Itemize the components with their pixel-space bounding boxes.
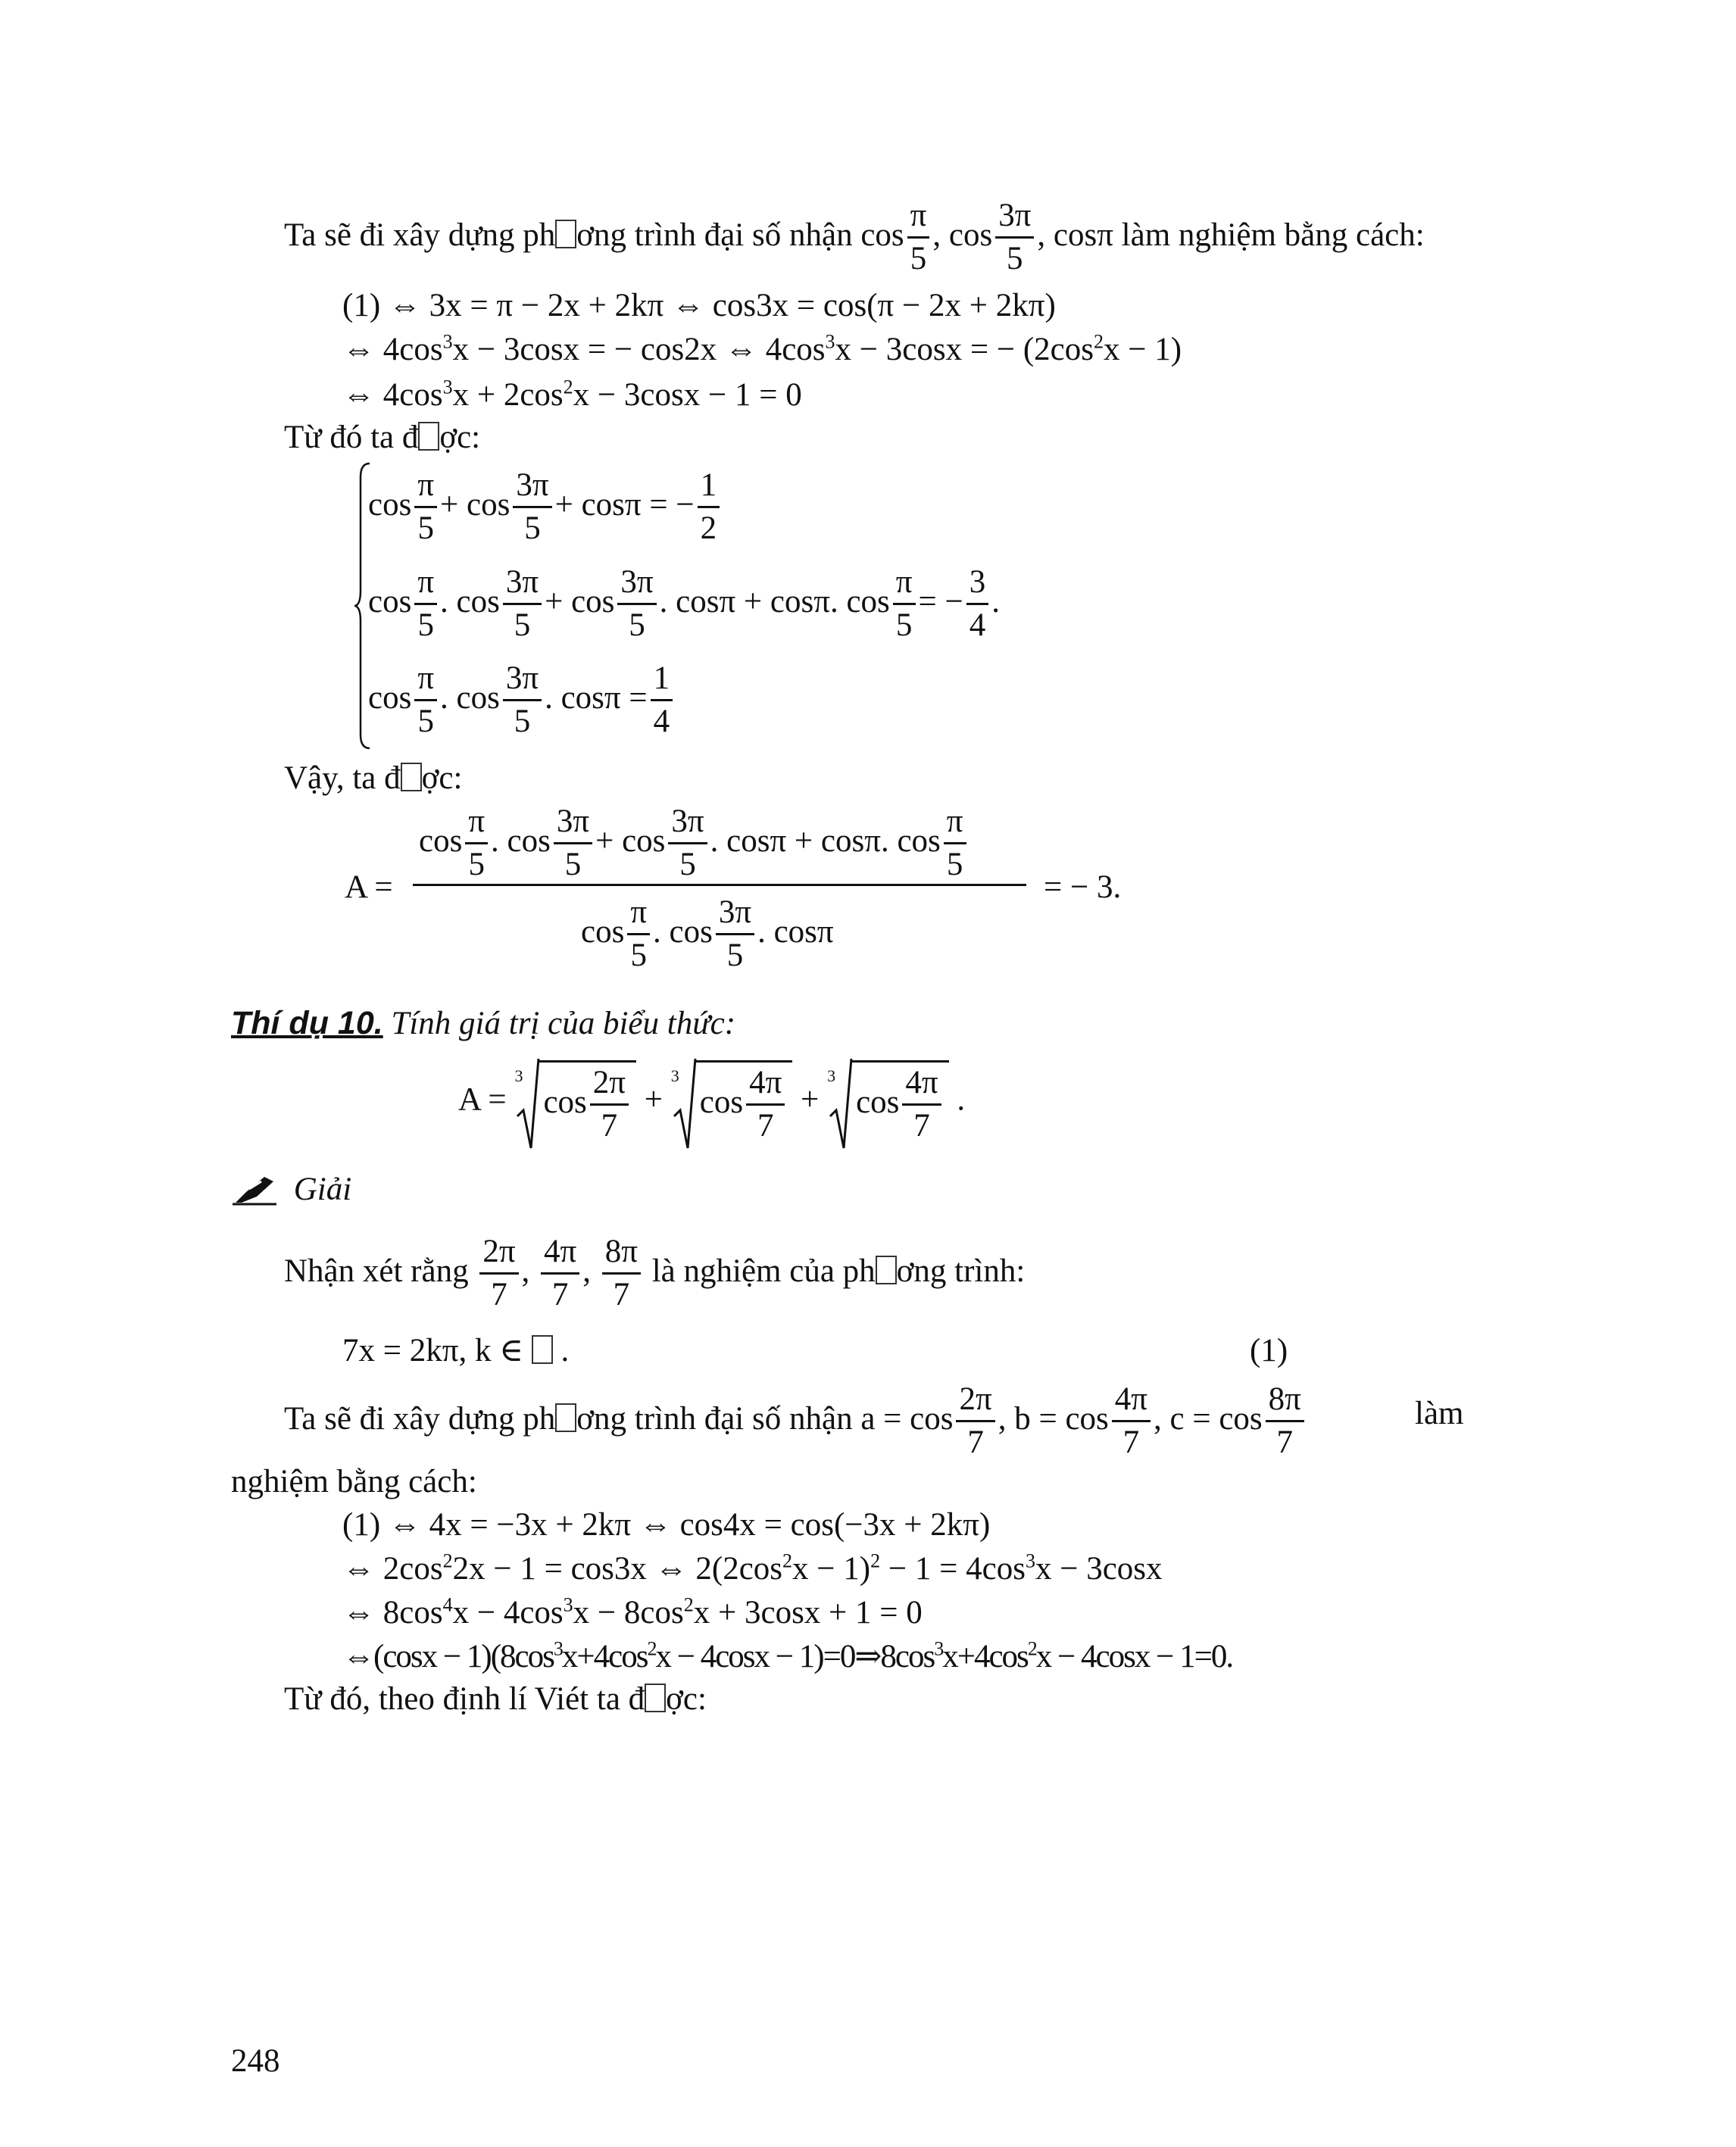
intro-sep: , cos — [932, 217, 993, 253]
example-expression: A = 3 cos $\frac{2\pi}{7}$ + 3 cos $\frac{4\pi}{7}$ + 3 cos $\frac{4\pi}{7}$ . — [458, 1060, 965, 1144]
derivation1-line2: ⇔ $4\cos^3x - 3\cos x$ = − cos2x ⇔ $4\cos^3x - 3\cos x$ = − $(2\cos^2x - 1)$ — [342, 330, 1182, 367]
build-line2: nghiệm bằng cách: — [231, 1464, 477, 1499]
missing-glyph-icon — [532, 1335, 553, 1364]
result-a-bar — [413, 884, 1026, 886]
derivation1-line1: (1) ⇔ 3x = π − 2x + 2kπ ⇔ cos3x = cos(π − 2x + 2kπ) — [342, 288, 1056, 323]
derivation2-line4: ⇔(cosx − $1)(8\cos^3x+4\cos^2x - 4\cos x$ − $1)=0\Rightarrow 8\cos^3x+4\cos^2x - 4\cos x - 1=0$. — [342, 1637, 1233, 1674]
system-row-2: cos $\frac{\pi}{5}$ . cos $\frac{3\pi}{5}$ + cos $\frac{3\pi}{5}$ . cosπ + cosπ. cos $\frac{\pi}{5}$ = − $\frac{3}{4}$ . — [368, 564, 1001, 644]
intro-text-3: , cosπ làm nghiệm bằng cách: — [1037, 217, 1425, 253]
solution-label: Giải — [293, 1172, 352, 1207]
missing-glyph-icon — [645, 1684, 666, 1712]
derivation1-line3: ⇔ $4\cos^3x + 2\cos^2x - 3\cos x - 1 = 0$ — [342, 376, 802, 413]
final-line: Từ đó, theo định lí Viét ta đ ợc: — [284, 1681, 707, 1717]
intro-text-1: Ta sẽ đi xây dựng ph — [284, 217, 556, 253]
missing-glyph-icon — [418, 422, 439, 451]
missing-glyph-icon — [401, 763, 422, 791]
remark-line: Nhận xét rằng $\frac{2\pi}{7}$ , $\frac{4\pi}{7}$ , $\frac{8\pi}{7}$ là nghiệm của ph ơng trình: — [284, 1234, 1026, 1313]
fraction-3pi-5: $\frac{3\pi}{5}$ — [995, 198, 1034, 277]
system-row-3: cos $\frac{\pi}{5}$ . cos $\frac{3\pi}{5}$ . cosπ = $\frac{1}{4}$ — [368, 661, 676, 740]
cube-root-2: 3 cos $\frac{4\pi}{7}$ — [671, 1060, 793, 1144]
result-a-numerator: cos $\frac{\pi}{5}$ . cos $\frac{3\pi}{5}$ + cos $\frac{3\pi}{5}$ . cosπ + cosπ. cos $\frac{\pi}{5}$ — [419, 804, 969, 883]
missing-glyph-icon — [555, 220, 576, 248]
intro-line — [284, 198, 1425, 277]
result-a-lhs: A = — [345, 869, 393, 905]
page-number: 248 — [231, 2043, 280, 2079]
vay-line: Vậy, ta đ ợc: — [284, 760, 463, 796]
missing-glyph-icon — [555, 1403, 576, 1432]
cube-root-1: 3 cos $\frac{2\pi}{7}$ — [514, 1060, 636, 1144]
tu-do-line: Từ đó ta đ ợc: — [284, 420, 481, 455]
equation-1: 7x = 2kπ, k ∈ . — [342, 1333, 570, 1368]
build-line: Ta sẽ đi xây dựng ph ơng trình đại số nhận a = cos $\frac{2\pi}{7}$ , b = cos $\frac{4\pi}{7}$ , c = cos $\frac{8\pi}{7}$ — [284, 1382, 1307, 1461]
writing-hand-icon — [231, 1172, 278, 1206]
solution-line — [231, 1172, 351, 1206]
derivation2-line2: ⇔ $2\cos^22x - 1 = \cos 3x$ ⇔ $2(2\cos^2x - 1)^2 - 1 = 4\cos^3x - 3\cos x$ — [342, 1549, 1163, 1587]
example-prompt: Tính giá trị của biểu thức: — [391, 1006, 736, 1041]
system-row-1: cos $\frac{\pi}{5}$ + cos $\frac{3\pi}{5}$ + cosπ = − $\frac{1}{2}$ — [368, 468, 723, 547]
equation-1-label: (1) — [1250, 1333, 1288, 1368]
missing-glyph-icon — [876, 1256, 897, 1284]
cube-root-3: 3 cos $\frac{4\pi}{7}$ — [827, 1060, 949, 1144]
intro-text-2: ơng trình đại số nhận cos — [576, 217, 904, 253]
result-a-rhs: = − 3. — [1044, 869, 1122, 905]
build-end: làm — [1415, 1396, 1464, 1431]
derivation2-line3: ⇔ $8\cos^4x - 4\cos^3x - 8\cos^2x + 3\cos x + 1 = 0$ — [342, 1593, 923, 1631]
example-heading-line — [231, 1007, 735, 1040]
fraction-pi-5: $\frac{\pi}{5}$ — [907, 198, 930, 277]
example-heading: Thí dụ 10. — [231, 1005, 383, 1041]
result-a-denominator: cos $\frac{\pi}{5}$ . cos $\frac{3\pi}{5}$ . cosπ — [581, 894, 834, 974]
derivation2-line1: (1) ⇔ 4x = −3x + 2kπ ⇔ cos4x = cos(−3x + 2kπ) — [342, 1507, 991, 1543]
